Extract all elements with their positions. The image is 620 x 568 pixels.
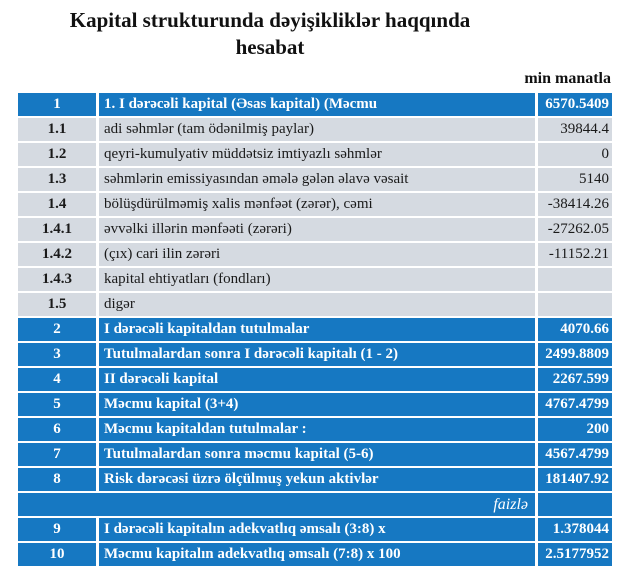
- row-value: [538, 268, 612, 291]
- capital-structure-table: [15, 91, 615, 568]
- row-number: 9: [18, 518, 96, 541]
- table-row: [18, 518, 612, 541]
- row-value: 39844.4: [538, 118, 612, 141]
- row-value: 2499.8809: [538, 343, 612, 366]
- row-number: 5: [18, 393, 96, 416]
- report-title: [0, 7, 540, 61]
- table-row: [18, 243, 612, 266]
- table-row: [18, 343, 612, 366]
- table-row: [18, 168, 612, 191]
- row-value: 0: [538, 143, 612, 166]
- table-row: [18, 443, 612, 466]
- table-body: [18, 93, 612, 566]
- row-number: 1.5: [18, 293, 96, 316]
- row-description: digər: [99, 293, 535, 316]
- table-row: [18, 543, 612, 566]
- row-number: 6: [18, 418, 96, 441]
- row-description: səhmlərin emissiyasından əmələ gələn əlavə vəsait: [99, 168, 535, 191]
- row-number: 2: [18, 318, 96, 341]
- row-number: 1.1: [18, 118, 96, 141]
- row-description: qeyri-kumulyativ müddətsiz imtiyazlı səhmlər: [99, 143, 535, 166]
- row-description: bölüşdürülməmiş xalis mənfəət (zərər), cəmi: [99, 193, 535, 216]
- table-row: [18, 118, 612, 141]
- row-value: 181407.92: [538, 468, 612, 491]
- row-description: I dərəcəli kapitalın adekvatlıq əmsalı (3:8) x: [99, 518, 535, 541]
- row-description: Məcmu kapitalın adekvatlıq əmsalı (7:8) x 100: [99, 543, 535, 566]
- row-description: I dərəcəli kapitaldan tutulmalar: [99, 318, 535, 341]
- table-row: [18, 318, 612, 341]
- table-row: [18, 468, 612, 491]
- row-number: 4: [18, 368, 96, 391]
- row-value: [538, 493, 612, 516]
- row-value: -38414.26: [538, 193, 612, 216]
- row-value: -27262.05: [538, 218, 612, 241]
- row-value: 5140: [538, 168, 612, 191]
- row-value: 2.5177952: [538, 543, 612, 566]
- row-value: -11152.21: [538, 243, 612, 266]
- row-description: (çıx) cari ilin zərəri: [99, 243, 535, 266]
- row-number: 8: [18, 468, 96, 491]
- row-description: kapital ehtiyatları (fondları): [99, 268, 535, 291]
- row-number: 1.3: [18, 168, 96, 191]
- row-value: 6570.5409: [538, 93, 612, 116]
- row-description: Risk dərəcəsi üzrə ölçülmuş yekun aktivlər: [99, 468, 535, 491]
- row-number: 1.2: [18, 143, 96, 166]
- report-title-line2: hesabat: [235, 34, 305, 59]
- row-value: 200: [538, 418, 612, 441]
- row-description: Tutulmalardan sonra I dərəcəli kapitalı (1 - 2): [99, 343, 535, 366]
- row-number: 3: [18, 343, 96, 366]
- unit-label: min manatla: [524, 69, 611, 87]
- row-value: 4070.66: [538, 318, 612, 341]
- row-number: 10: [18, 543, 96, 566]
- row-description: 1. I dərəcəli kapital (Əsas kapital) (Məcmu: [99, 93, 535, 116]
- table-row: [18, 293, 612, 316]
- row-value: 4767.4799: [538, 393, 612, 416]
- table-row: [18, 493, 612, 516]
- table-row: [18, 268, 612, 291]
- row-number: 1.4.1: [18, 218, 96, 241]
- table-row: [18, 143, 612, 166]
- row-value: [538, 293, 612, 316]
- report-title-line1: Kapital strukturunda dəyişikliklər haqqında: [69, 8, 471, 32]
- row-value: 1.378044: [538, 518, 612, 541]
- row-number: 1.4: [18, 193, 96, 216]
- table-row: [18, 193, 612, 216]
- row-description: Məcmu kapitaldan tutulmalar :: [99, 418, 535, 441]
- table-row: [18, 218, 612, 241]
- row-description: Tutulmalardan sonra məcmu kapital (5-6): [99, 443, 535, 466]
- row-value: 4567.4799: [538, 443, 612, 466]
- table-row: [18, 93, 612, 116]
- separator-label: faizlə: [18, 493, 535, 516]
- row-number: 1.4.2: [18, 243, 96, 266]
- table-row: [18, 418, 612, 441]
- table-row: [18, 393, 612, 416]
- row-number: 1.4.3: [18, 268, 96, 291]
- row-number: 7: [18, 443, 96, 466]
- table-row: [18, 368, 612, 391]
- row-number: 1: [18, 93, 96, 116]
- row-value: 2267.599: [538, 368, 612, 391]
- row-description: Məcmu kapital (3+4): [99, 393, 535, 416]
- row-description: II dərəcəli kapital: [99, 368, 535, 391]
- row-description: əvvəlki illərin mənfəəti (zərəri): [99, 218, 535, 241]
- row-description: adi səhmlər (tam ödənilmiş paylar): [99, 118, 535, 141]
